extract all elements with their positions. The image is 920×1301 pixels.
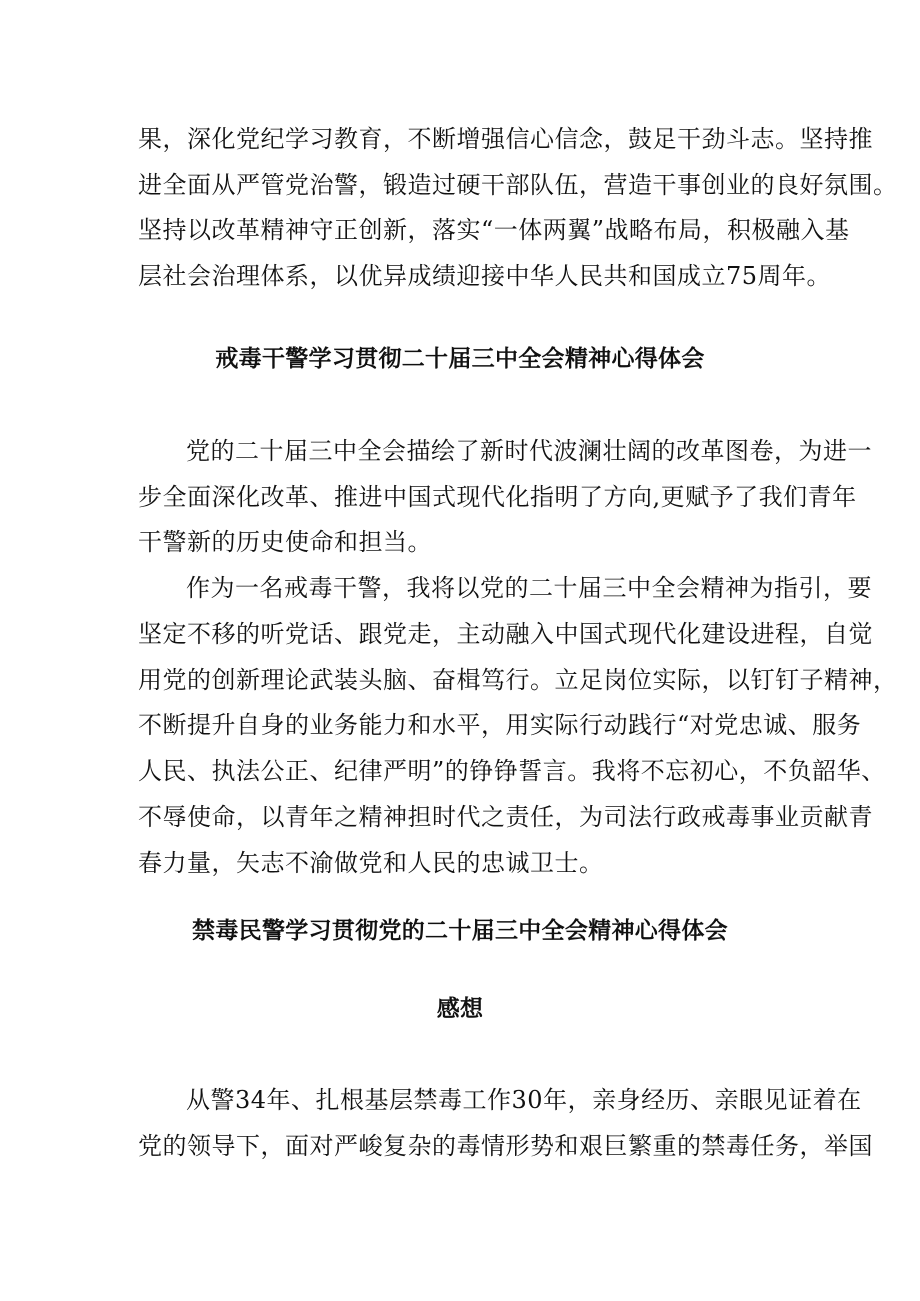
section-title: 戒毒干警学习贯彻二十届三中全会精神心得体会 xyxy=(215,346,705,372)
paragraph-line: 从警34年、扎根基层禁毒工作30年，亲身经历、亲眼见证着在 xyxy=(186,1086,862,1114)
paragraph-line: 不辱使命，以青年之精神担时代之责任，为司法行政戒毒事业贡献青 xyxy=(138,803,873,831)
paragraph-line: 用党的创新理论武装头脑、奋楫笃行。立足岗位实际，以钉钉子精神， xyxy=(138,666,898,694)
paragraph-line: 坚持以改革精神守正创新，落实“一体两翼”战略布局，积极融入基 xyxy=(138,216,850,244)
paragraph-line: 党的二十届三中全会描绘了新时代波澜壮阔的改革图卷，为进一 xyxy=(186,437,872,465)
paragraph-line: 步全面深化改革、推进中国式现代化指明了方向,更赋予了我们青年 xyxy=(138,483,857,511)
paragraph-line: 干警新的历史使命和担当。 xyxy=(138,528,432,556)
paragraph-line: 进全面从严管党治警，锻造过硬干部队伍，营造干事创业的良好氛围。 xyxy=(138,171,898,199)
paragraph-line: 作为一名戒毒干警，我将以党的二十届三中全会精神为指引，要 xyxy=(186,574,872,602)
section-subtitle: 感想 xyxy=(436,996,484,1022)
paragraph-line: 党的领导下，面对严峻复杂的毒情形势和艰巨繁重的禁毒任务，举国 xyxy=(138,1132,873,1160)
paragraph-line: 春力量，矢志不渝做党和人民的忠诚卫士。 xyxy=(138,849,604,877)
section-title: 禁毒民警学习贯彻党的二十届三中全会精神心得体会 xyxy=(192,918,728,944)
paragraph-line: 人民、执法公正、纪律严明”的铮铮誓言。我将不忘初心，不负韶华、 xyxy=(138,757,886,785)
paragraph-line: 层社会治理体系，以优异成绩迎接中华人民共和国成立75周年。 xyxy=(138,262,832,290)
paragraph-line: 坚定不移的听党话、跟党走，主动融入中国式现代化建设进程，自觉 xyxy=(138,620,873,648)
paragraph-line: 果，深化党纪学习教育，不断增强信心信念，鼓足干劲斗志。坚持推 xyxy=(138,125,873,153)
paragraph-line: 不断提升自身的业务能力和水平，用实际行动践行“对党忠诚、服务 xyxy=(138,711,862,739)
